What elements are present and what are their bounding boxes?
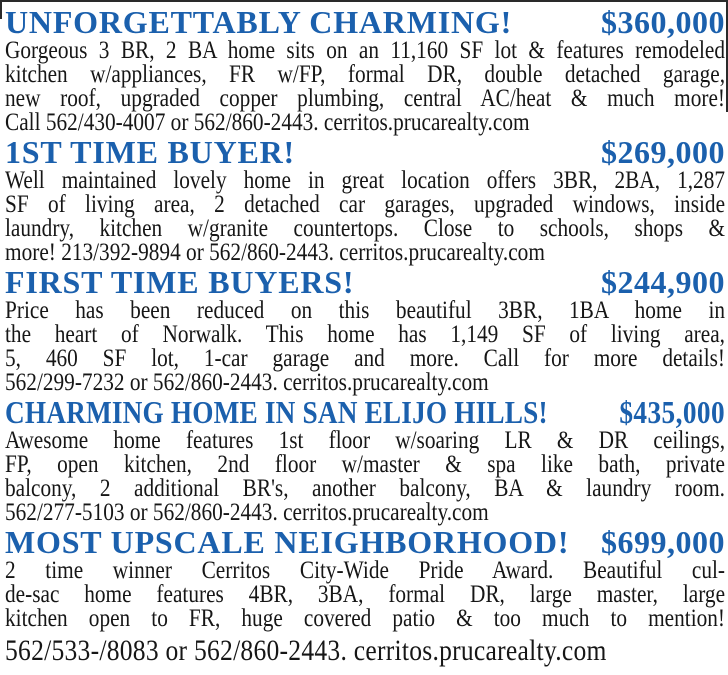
listing <box>5 526 725 666</box>
listing-headline <box>5 266 725 299</box>
listing-contact-line: 562/299-7232 or 562/860-2443. cerritos.prucarealty.com <box>5 369 489 396</box>
listing-body <box>5 299 725 395</box>
listing-body <box>5 169 725 265</box>
listing-headline <box>5 136 725 169</box>
listing-body <box>5 559 725 666</box>
listing-body-line: 5, 460 SF lot, 1-car garage and more. Call for more details! <box>5 345 726 372</box>
listing-contact-line: Call 562/430-4007 or 562/860-2443. cerritos.prucarealty.com <box>5 109 530 136</box>
listing-body <box>5 39 725 135</box>
listing-body-line: the heart of Norwalk. This home has 1,149 SF of living area, <box>5 321 726 348</box>
listing-body-line: 2 time winner Cerritos City-Wide Pride Award. Beautiful cul- <box>5 557 726 584</box>
listing-price: $435,000 <box>619 394 726 430</box>
listing-headline <box>5 396 725 429</box>
listing-body <box>5 429 725 525</box>
listing-body-line: de-sac home features 4BR, 3BA, formal DR, large master, large <box>5 581 726 608</box>
listing-body-line: laundry, kitchen w/granite countertops. Close to schools, shops & <box>5 215 726 242</box>
listing-body-line: Gorgeous 3 BR, 2 BA home sits on an 11,160 SF lot & features remodeled <box>5 37 726 64</box>
listing-body-line: Awesome home features 1st floor w/soaring LR & DR ceilings, <box>5 427 726 454</box>
listing-headline <box>5 6 725 39</box>
listing-body-line: FP, open kitchen, 2nd floor w/master & spa like bath, private <box>5 451 726 478</box>
listing-title: CHARMING HOME IN SAN ELIJO HILLS! <box>5 394 548 430</box>
listing-body-line: SF of living area, 2 detached car garages, upgraded windows, inside <box>5 191 726 218</box>
listing-title: 1ST TIME BUYER! <box>5 134 295 170</box>
listing-body-line: new roof, upgraded copper plumbing, central AC/heat & much more! <box>5 85 726 112</box>
listing-body-line: Well maintained lovely home in great location offers 3BR, 2BA, 1,287 <box>5 167 726 194</box>
listing <box>5 136 725 265</box>
listing <box>5 6 725 135</box>
listing-body-line: balcony, 2 additional BR's, another balcony, BA & laundry room. <box>5 475 726 502</box>
listing-headline <box>5 526 725 559</box>
listing-body-line: kitchen w/appliances, FR w/FP, formal DR, double detached garage, <box>5 61 726 88</box>
listing <box>5 266 725 395</box>
listing-price: $269,000 <box>601 134 725 170</box>
listing-price: $699,000 <box>601 524 725 560</box>
listing-contact-line: 562/277-5103 or 562/860-2443. cerritos.prucarealty.com <box>5 499 489 526</box>
listing-body-line: kitchen open to FR, huge covered patio & too much to mention! <box>5 605 726 632</box>
listing-price: $360,000 <box>601 4 725 40</box>
listing-contact-line: more! 213/392-9894 or 562/860-2443. cerritos.prucarealty.com <box>5 239 545 266</box>
listing-body-line: Price has been reduced on this beautiful 3BR, 1BA home in <box>5 297 726 324</box>
listing-title: FIRST TIME BUYERS! <box>5 264 355 300</box>
listing-title: MOST UPSCALE NEIGHBORHOOD! <box>5 524 570 560</box>
listing-title: UNFORGETTABLY CHARMING! <box>5 4 513 40</box>
ad-column <box>0 2 728 666</box>
listing-contact-line: 562/533-/8083 or 562/860-2443. cerritos.prucarealty.com <box>5 634 607 667</box>
listing-price: $244,900 <box>601 264 725 300</box>
listing <box>5 396 725 525</box>
